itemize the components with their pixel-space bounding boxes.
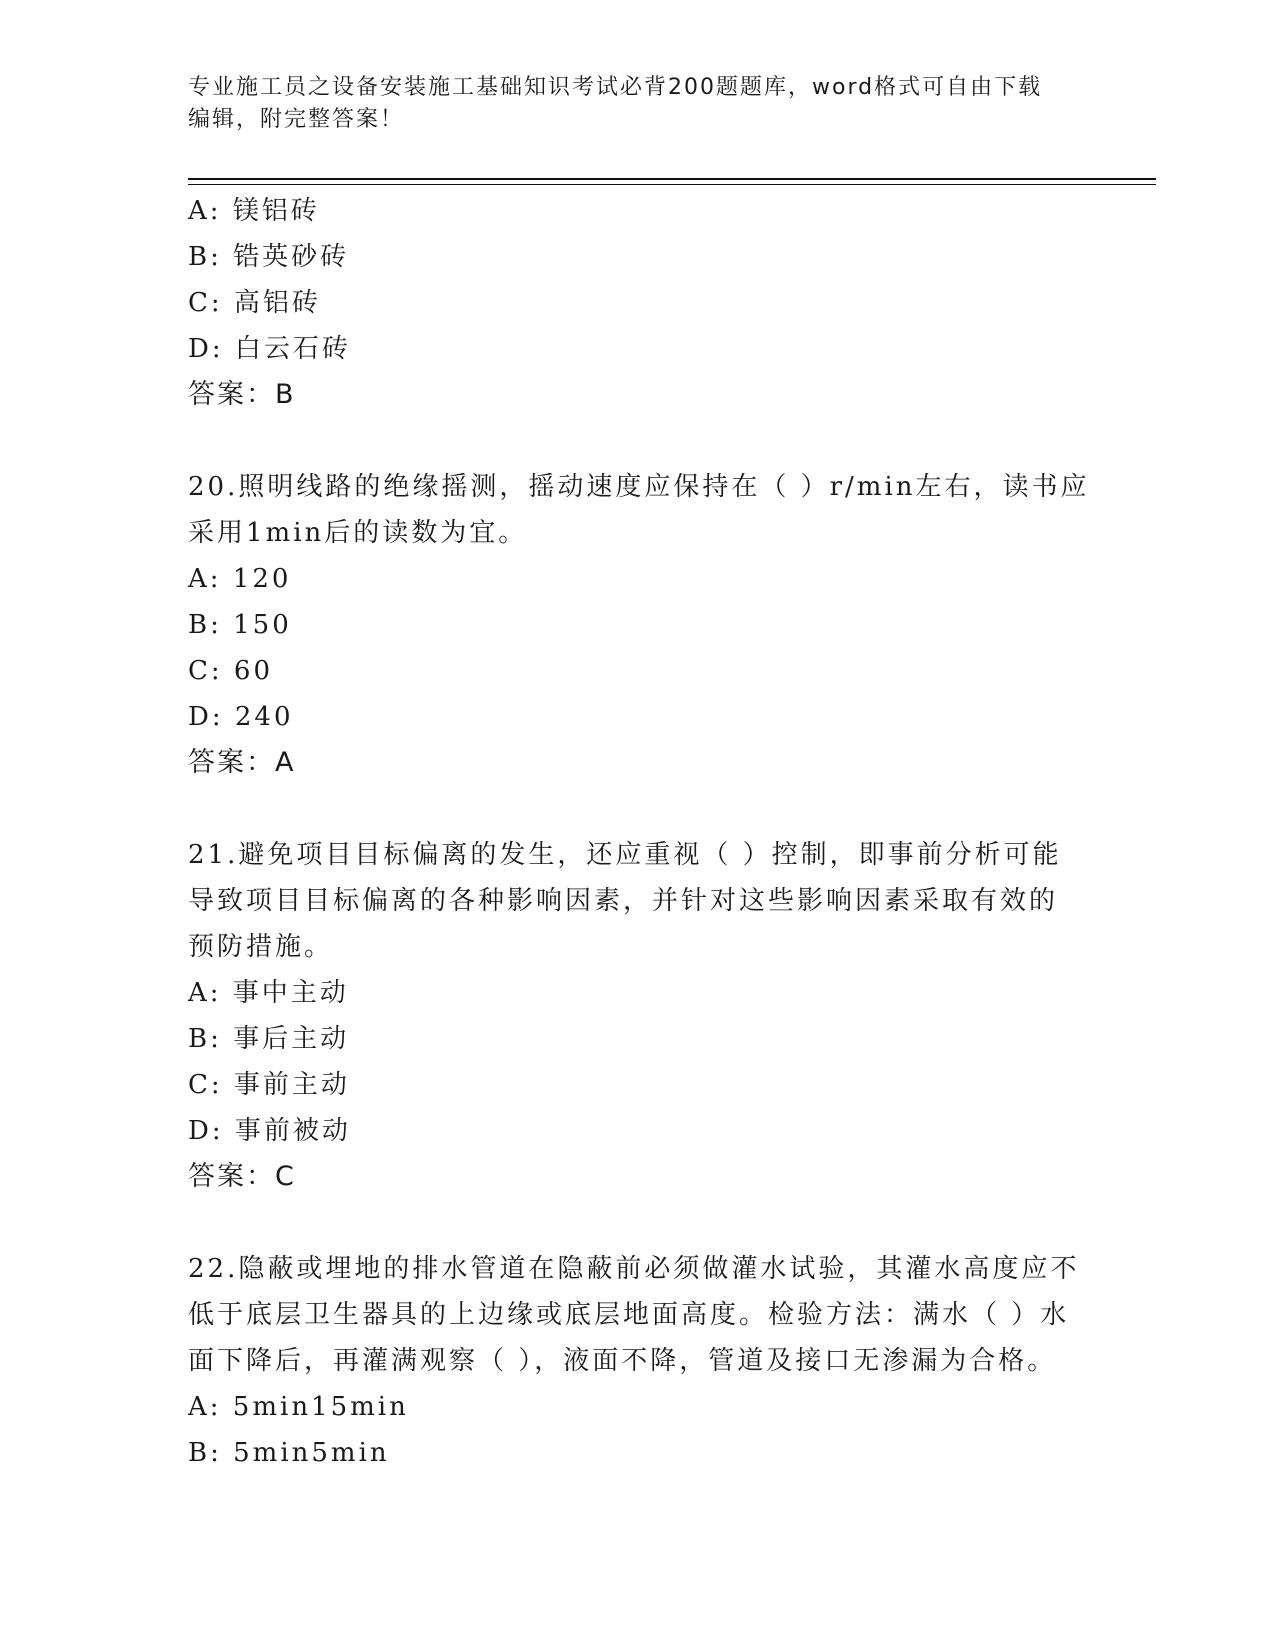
option-b: B: 事后主动 xyxy=(188,1024,350,1054)
header-line-1: 专业施工员之设备安装施工基础知识考试必背200题题库，word格式可自由下载 xyxy=(188,75,1043,100)
header-line-2: 编辑，附完整答案！ xyxy=(188,107,405,132)
document-header xyxy=(188,72,1088,136)
option-a: A: 镁铝砖 xyxy=(188,196,320,226)
question-block-21 xyxy=(188,832,1118,1200)
option-d: D: 白云石砖 xyxy=(188,334,351,364)
option-a: A: 事中主动 xyxy=(188,978,349,1008)
option-b: B: 5min5min xyxy=(188,1438,390,1468)
question-stem: 面下降后，再灌满观察（ ），液面不降，管道及接口无渗漏为合格。 xyxy=(188,1346,1057,1376)
option-c: C: 60 xyxy=(188,656,274,686)
question-stem: 预防措施。 xyxy=(188,932,334,962)
question-block-19 xyxy=(188,188,1118,418)
header-divider-thin xyxy=(188,184,1156,185)
answer-line: 答案：C xyxy=(188,1161,296,1192)
option-c: C: 高铝砖 xyxy=(188,288,321,318)
option-a: A: 120 xyxy=(188,564,292,594)
header-divider xyxy=(188,178,1156,180)
question-list xyxy=(188,188,1118,1476)
option-d: D: 240 xyxy=(188,702,294,732)
question-stem: 低于底层卫生器具的上边缘或底层地面高度。检验方法：满水（ ）水 xyxy=(188,1300,1070,1330)
option-c: C: 事前主动 xyxy=(188,1070,350,1100)
question-stem: 20.照明线路的绝缘摇测，摇动速度应保持在（ ）r/min左右，读书应 xyxy=(188,472,1090,502)
question-block-22 xyxy=(188,1246,1118,1476)
question-block-20 xyxy=(188,464,1118,786)
option-b: B: 150 xyxy=(188,610,292,640)
question-stem: 采用1min后的读数为宜。 xyxy=(188,518,528,548)
option-b: B: 锆英砂砖 xyxy=(188,242,350,272)
question-stem: 21.避免项目目标偏离的发生，还应重视（ ）控制，即事前分析可能 xyxy=(188,840,1062,870)
question-stem: 导致项目目标偏离的各种影响因素，并针对这些影响因素采取有效的 xyxy=(188,886,1059,916)
option-d: D: 事前被动 xyxy=(188,1116,351,1146)
answer-line: 答案：A xyxy=(188,747,296,778)
answer-line: 答案：B xyxy=(188,379,296,410)
question-stem: 22.隐蔽或埋地的排水管道在隐蔽前必须做灌水试验，其灌水高度应不 xyxy=(188,1254,1080,1284)
option-a: A: 5min15min xyxy=(188,1392,409,1422)
